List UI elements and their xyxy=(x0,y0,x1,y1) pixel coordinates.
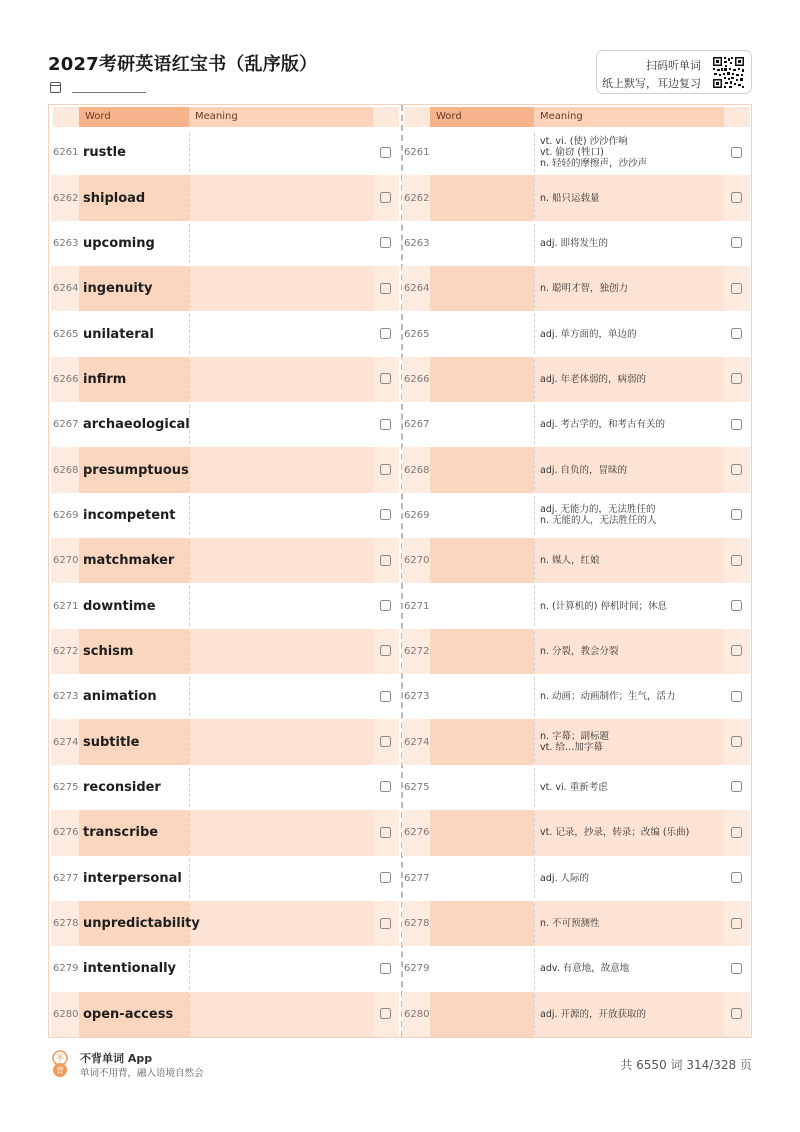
vocabulary-sheet xyxy=(48,104,752,1038)
table-row xyxy=(51,765,399,810)
entry-meaning: adj. 年老体弱的，病弱的 xyxy=(540,373,647,385)
column-separator xyxy=(189,269,190,308)
word-cell xyxy=(430,130,534,175)
page-footer xyxy=(48,1050,752,1080)
review-checkbox[interactable] xyxy=(380,464,391,475)
table-row xyxy=(402,901,750,946)
table-row xyxy=(402,311,750,356)
word-cell xyxy=(430,402,534,447)
column-separator xyxy=(189,224,190,263)
table-row xyxy=(51,856,399,901)
header-number-cell xyxy=(404,107,430,127)
meaning-cell xyxy=(189,810,373,855)
table-row xyxy=(402,583,750,628)
page-title: 2027考研英语红宝书（乱序版） xyxy=(48,54,318,75)
word-cell xyxy=(430,629,534,674)
review-checkbox[interactable] xyxy=(380,827,391,838)
entry-number: 6274 xyxy=(53,736,79,748)
review-checkbox[interactable] xyxy=(380,1008,391,1019)
word-cell xyxy=(430,992,534,1037)
promo-scan-text: 扫码听单词 xyxy=(646,59,701,72)
review-checkbox[interactable] xyxy=(731,464,742,475)
word-list xyxy=(51,130,399,1037)
review-checkbox[interactable] xyxy=(731,555,742,566)
table-row xyxy=(51,311,399,356)
header-word: Word xyxy=(79,107,189,127)
word-cell xyxy=(430,538,534,583)
word-cell xyxy=(430,856,534,901)
app-logo-icon xyxy=(48,1050,72,1078)
word-cell xyxy=(430,221,534,266)
entry-number: 6275 xyxy=(53,781,79,793)
entry-word: intentionally xyxy=(83,961,177,977)
header-word: Word xyxy=(430,107,534,127)
word-cell xyxy=(430,266,534,311)
column-separator xyxy=(189,541,190,580)
entry-meaning: n. 不可预测性 xyxy=(540,918,600,930)
review-checkbox[interactable] xyxy=(731,328,742,339)
column-separator xyxy=(189,813,190,852)
table-row xyxy=(51,538,399,583)
entry-number: 6268 xyxy=(53,464,79,476)
review-checkbox[interactable] xyxy=(731,509,742,520)
review-checkbox[interactable] xyxy=(380,237,391,248)
word-cell xyxy=(430,765,534,810)
word-cell xyxy=(430,357,534,402)
meaning-panel xyxy=(402,105,752,1037)
table-row xyxy=(402,765,750,810)
review-checkbox[interactable] xyxy=(731,283,742,294)
calendar-icon xyxy=(50,82,61,93)
entry-number: 6261 xyxy=(404,147,430,159)
meaning-cell xyxy=(189,130,373,175)
word-cell xyxy=(430,175,534,220)
table-row xyxy=(402,992,750,1037)
audio-promo-box xyxy=(596,50,752,94)
entry-number: 6264 xyxy=(404,283,430,295)
table-row xyxy=(51,992,399,1037)
entry-number: 6278 xyxy=(53,918,79,930)
review-checkbox[interactable] xyxy=(380,872,391,883)
meaning-cell xyxy=(189,175,373,220)
table-row xyxy=(51,629,399,674)
entry-number: 6267 xyxy=(404,419,430,431)
entry-number: 6280 xyxy=(404,1008,430,1020)
table-row xyxy=(51,175,399,220)
word-cell xyxy=(430,946,534,991)
page-count: 共 6550 词 314/328 页 xyxy=(620,1058,752,1072)
entry-word: shipload xyxy=(83,190,146,206)
review-checkbox[interactable] xyxy=(380,555,391,566)
entry-word: open-access xyxy=(83,1006,174,1022)
column-separator xyxy=(189,722,190,761)
table-row xyxy=(402,810,750,855)
word-cell xyxy=(430,674,534,719)
header-check-cell xyxy=(724,107,750,127)
entry-word: upcoming xyxy=(83,235,155,251)
entry-meaning: vt. 记录，抄录，转录；改编 (乐曲) xyxy=(540,827,690,839)
table-row xyxy=(402,719,750,764)
entry-number: 6267 xyxy=(53,419,79,431)
table-row xyxy=(51,901,399,946)
meaning-cell xyxy=(189,901,373,946)
entry-number: 6272 xyxy=(404,645,430,657)
review-checkbox[interactable] xyxy=(731,192,742,203)
meaning-cell xyxy=(189,266,373,311)
entry-meaning: adj. 考古学的，和考古有关的 xyxy=(540,419,666,431)
table-row xyxy=(51,719,399,764)
entry-number: 6268 xyxy=(404,464,430,476)
review-checkbox[interactable] xyxy=(380,918,391,929)
table-row xyxy=(51,583,399,628)
promo-review-text: 纸上默写，耳边复习 xyxy=(602,77,701,90)
word-cell xyxy=(430,583,534,628)
column-separator xyxy=(189,677,190,716)
entry-number: 6269 xyxy=(404,509,430,521)
entry-meaning: n. (计算机的) 停机时间；休息 xyxy=(540,600,667,612)
meaning-cell xyxy=(189,856,373,901)
table-row xyxy=(51,946,399,991)
entry-number: 6277 xyxy=(53,872,79,884)
review-checkbox[interactable] xyxy=(380,283,391,294)
entry-number: 6263 xyxy=(404,237,430,249)
column-separator xyxy=(189,949,190,988)
entry-word: ingenuity xyxy=(83,281,153,297)
column-separator xyxy=(189,586,190,625)
review-checkbox[interactable] xyxy=(380,600,391,611)
review-checkbox[interactable] xyxy=(380,963,391,974)
entry-number: 6262 xyxy=(404,192,430,204)
entry-word: incompetent xyxy=(83,507,176,523)
entry-word: infirm xyxy=(83,371,127,387)
entry-meaning: n. 字幕；副标题 vt. 给…加字幕 xyxy=(540,731,610,754)
meaning-cell xyxy=(189,946,373,991)
review-checkbox[interactable] xyxy=(380,419,391,430)
entry-meaning: n. 动画；动画制作；生气，活力 xyxy=(540,691,676,703)
meaning-cell xyxy=(189,493,373,538)
date-field xyxy=(50,80,61,94)
meaning-cell xyxy=(189,674,373,719)
entry-number: 6280 xyxy=(53,1008,79,1020)
meaning-cell xyxy=(189,538,373,583)
table-row xyxy=(402,175,750,220)
entry-number: 6265 xyxy=(404,328,430,340)
column-separator xyxy=(189,859,190,898)
entry-number: 6272 xyxy=(53,645,79,657)
table-row xyxy=(51,130,399,175)
table-row xyxy=(51,493,399,538)
word-cell xyxy=(430,493,534,538)
entry-number: 6273 xyxy=(404,691,430,703)
entry-number: 6266 xyxy=(404,373,430,385)
word-cell xyxy=(430,810,534,855)
meaning-cell xyxy=(189,719,373,764)
entry-number: 6273 xyxy=(53,691,79,703)
column-separator xyxy=(189,995,190,1034)
meaning-cell xyxy=(189,402,373,447)
entry-word: downtime xyxy=(83,598,156,614)
table-row xyxy=(402,493,750,538)
entry-number: 6271 xyxy=(53,600,79,612)
entry-word: unpredictability xyxy=(83,916,200,932)
app-slogan: 单词不用背，融入语境自然会 xyxy=(80,1068,204,1079)
column-separator xyxy=(189,768,190,807)
entry-number: 6274 xyxy=(404,736,430,748)
qr-code-icon[interactable] xyxy=(712,56,745,89)
meaning-cell xyxy=(189,447,373,492)
date-blank-line xyxy=(72,92,146,93)
entry-meaning: n. 聪明才智，独创力 xyxy=(540,283,629,295)
header-number-cell xyxy=(53,107,79,127)
column-separator xyxy=(189,496,190,535)
svg-text:不: 不 xyxy=(56,1054,64,1063)
entry-meaning: vt. vi. 重新考虑 xyxy=(540,781,608,793)
review-checkbox[interactable] xyxy=(731,600,742,611)
entry-word: transcribe xyxy=(83,825,159,841)
review-checkbox[interactable] xyxy=(380,781,391,792)
word-cell xyxy=(430,311,534,356)
column-separator xyxy=(189,360,190,399)
table-row xyxy=(402,629,750,674)
word-cell xyxy=(430,447,534,492)
entry-number: 6278 xyxy=(404,918,430,930)
entry-number: 6269 xyxy=(53,509,79,521)
review-checkbox[interactable] xyxy=(731,419,742,430)
table-header xyxy=(402,105,750,127)
entry-meaning: adj. 开源的，开放获取的 xyxy=(540,1008,647,1020)
entry-word: animation xyxy=(83,689,157,705)
review-checkbox[interactable] xyxy=(380,736,391,747)
meaning-cell xyxy=(189,221,373,266)
table-row xyxy=(402,674,750,719)
table-row xyxy=(402,946,750,991)
review-checkbox[interactable] xyxy=(380,645,391,656)
table-row xyxy=(402,402,750,447)
table-row xyxy=(51,357,399,402)
table-row xyxy=(51,674,399,719)
table-header xyxy=(51,105,399,127)
header-meaning: Meaning xyxy=(534,107,724,127)
entry-word: interpersonal xyxy=(83,870,182,886)
entry-word: presumptuous xyxy=(83,462,189,478)
svg-text:背: 背 xyxy=(56,1066,64,1075)
entry-word: matchmaker xyxy=(83,553,175,569)
review-checkbox[interactable] xyxy=(731,827,742,838)
entry-number: 6270 xyxy=(53,555,79,567)
entry-meaning: adj. 无能力的，无法胜任的 n. 无能的人，无法胜任的人 xyxy=(540,504,657,527)
header-meaning: Meaning xyxy=(189,107,373,127)
entry-number: 6263 xyxy=(53,237,79,249)
table-row xyxy=(402,221,750,266)
word-cell xyxy=(430,719,534,764)
entry-number: 6262 xyxy=(53,192,79,204)
table-row xyxy=(51,447,399,492)
table-row xyxy=(402,130,750,175)
entry-meaning: adj. 自负的，冒昧的 xyxy=(540,464,628,476)
table-row xyxy=(402,447,750,492)
entry-meaning: n. 媒人，红娘 xyxy=(540,555,600,567)
entry-meaning: adv. 有意地，故意地 xyxy=(540,963,630,975)
meaning-cell xyxy=(189,311,373,356)
entry-meaning: vt. vi. (使) 沙沙作响 vt. 偷窃 (牲口) n. 轻轻的摩擦声，沙沙声 xyxy=(540,136,648,170)
entry-word: archaeological xyxy=(83,417,190,433)
entry-number: 6270 xyxy=(404,555,430,567)
meaning-cell xyxy=(189,629,373,674)
meaning-cell xyxy=(189,992,373,1037)
review-checkbox[interactable] xyxy=(380,192,391,203)
table-row xyxy=(51,810,399,855)
entry-number: 6264 xyxy=(53,283,79,295)
entry-meaning: adj. 即将发生的 xyxy=(540,237,609,249)
word-cell xyxy=(430,901,534,946)
column-separator xyxy=(189,632,190,671)
app-name: 不背单词 App xyxy=(80,1052,153,1065)
meaning-cell xyxy=(189,357,373,402)
entry-number: 6276 xyxy=(404,827,430,839)
header-check-cell xyxy=(373,107,399,127)
review-checkbox[interactable] xyxy=(731,963,742,974)
table-row xyxy=(51,402,399,447)
entry-number: 6279 xyxy=(53,963,79,975)
entry-meaning: n. 船只运载量 xyxy=(540,192,600,204)
meaning-list xyxy=(402,130,750,1037)
table-row xyxy=(51,266,399,311)
review-checkbox[interactable] xyxy=(731,147,742,158)
table-row xyxy=(402,357,750,402)
page-header xyxy=(48,50,752,98)
entry-word: reconsider xyxy=(83,779,161,795)
entry-word: subtitle xyxy=(83,734,140,750)
column-separator xyxy=(189,178,190,217)
entry-number: 6265 xyxy=(53,328,79,340)
table-row xyxy=(402,856,750,901)
entry-number: 6261 xyxy=(53,147,79,159)
entry-word: schism xyxy=(83,643,134,659)
review-checkbox[interactable] xyxy=(380,147,391,158)
review-checkbox[interactable] xyxy=(731,373,742,384)
review-checkbox[interactable] xyxy=(380,509,391,520)
review-checkbox[interactable] xyxy=(731,237,742,248)
entry-word: unilateral xyxy=(83,326,154,342)
review-checkbox[interactable] xyxy=(731,645,742,656)
review-checkbox[interactable] xyxy=(731,736,742,747)
entry-word: rustle xyxy=(83,145,126,161)
column-separator xyxy=(189,314,190,353)
review-checkbox[interactable] xyxy=(380,691,391,702)
table-row xyxy=(402,538,750,583)
entry-number: 6266 xyxy=(53,373,79,385)
word-panel xyxy=(51,105,401,1037)
entry-number: 6275 xyxy=(404,781,430,793)
entry-meaning: adj. 人际的 xyxy=(540,872,590,884)
entry-meaning: adj. 单方面的，单边的 xyxy=(540,328,637,340)
entry-number: 6271 xyxy=(404,600,430,612)
review-checkbox[interactable] xyxy=(731,1008,742,1019)
review-checkbox[interactable] xyxy=(380,328,391,339)
entry-number: 6276 xyxy=(53,827,79,839)
column-separator xyxy=(189,450,190,489)
meaning-cell xyxy=(189,583,373,628)
review-checkbox[interactable] xyxy=(380,373,391,384)
review-checkbox[interactable] xyxy=(731,691,742,702)
table-row xyxy=(402,266,750,311)
review-checkbox[interactable] xyxy=(731,872,742,883)
entry-number: 6277 xyxy=(404,872,430,884)
review-checkbox[interactable] xyxy=(731,918,742,929)
column-separator xyxy=(189,133,190,172)
entry-meaning: n. 分裂，教会分裂 xyxy=(540,645,619,657)
table-row xyxy=(51,221,399,266)
review-checkbox[interactable] xyxy=(731,781,742,792)
meaning-cell xyxy=(189,765,373,810)
entry-number: 6279 xyxy=(404,963,430,975)
